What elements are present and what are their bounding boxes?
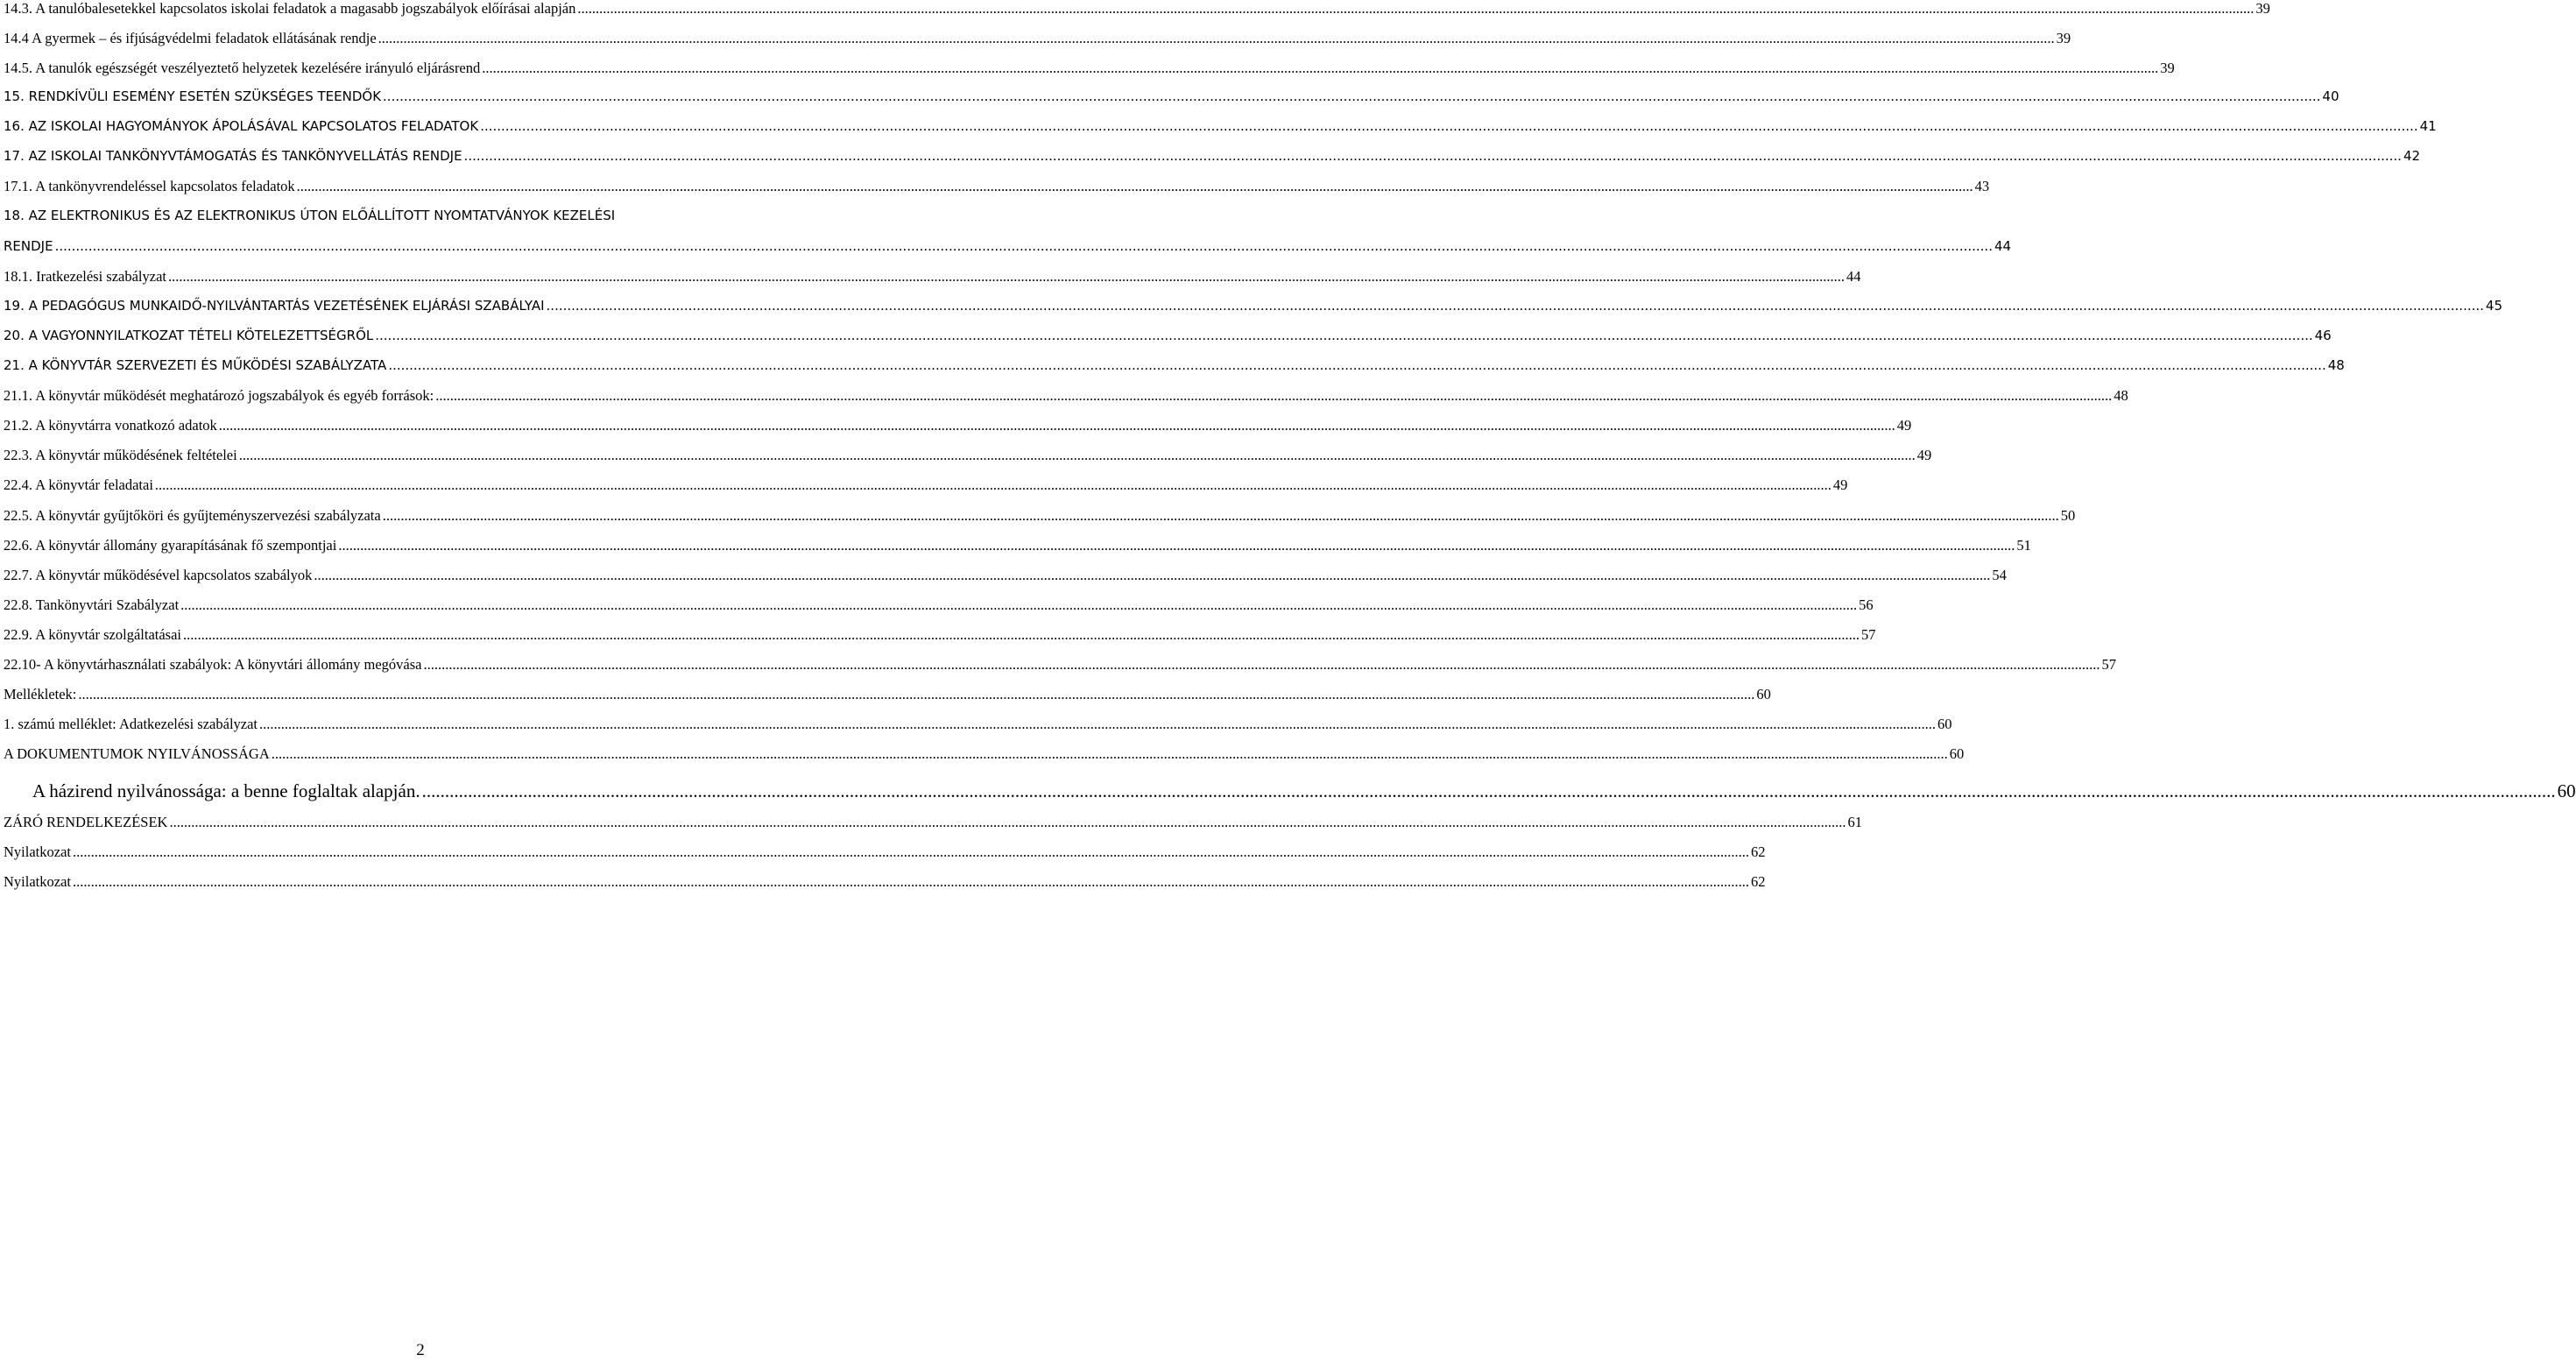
toc-entry-page: 57 (2101, 656, 2116, 673)
toc-entry-page: 49 (1916, 447, 1932, 463)
toc-leader-dots (577, 0, 2254, 18)
toc-entry[interactable] (4, 596, 1874, 614)
toc-entry-page: 54 (1992, 567, 2007, 583)
toc-entry-title: 14.3. A tanulóbalesetekkel kapcsolatos iskolai feladatok a magasabb jogszabályok előírásai alapján (4, 0, 576, 17)
toc-entry-title: 20. A VAGYONNYILATKOZAT TÉTELI KÖTELEZETTSÉGRŐL (4, 328, 374, 343)
toc-entry-page: 39 (2160, 60, 2175, 76)
toc-entry[interactable] (4, 873, 1766, 891)
toc-entry-page: 57 (1861, 626, 1876, 643)
toc-entry-title: 17.1. A tankönyvrendeléssel kapcsolatos feladatok (4, 178, 295, 194)
toc-entry-title: 18.1. Iratkezelési szabályzat (4, 268, 166, 285)
toc-leader-dots (388, 357, 2325, 373)
toc-entry[interactable] (4, 178, 1990, 195)
toc-entry-title: 21. A KÖNYVTÁR SZERVEZETI ÉS MŰKÖDÉSI SZABÁLYZATA (4, 357, 387, 373)
toc-entry-title: A házirend nyilvánossága: a benne foglaltak alapján. (32, 780, 420, 801)
toc-leader-dots (375, 328, 2312, 343)
toc-entry-title: 14.5. A tanulók egészségét veszélyeztető helyzetek kezelésére irányuló eljárásrend (4, 60, 481, 76)
toc-entry[interactable] (4, 626, 1876, 644)
toc-leader-dots (155, 476, 1831, 494)
toc-entry-page: 61 (1847, 814, 1862, 830)
toc-entry-page: 48 (2327, 357, 2345, 373)
toc-entry-title: 22.5. A könyvtár gyűjtőköri és gyűjteményszervezési szabályzata (4, 507, 381, 524)
toc-entry-title: Nyilatkozat (4, 843, 71, 860)
toc-entry-title: 22.3. A könyvtár működésének feltételei (4, 447, 237, 463)
toc-entry-page: 49 (1896, 417, 1912, 434)
toc-entry-page: 60 (1756, 686, 1771, 702)
toc-leader-dots (239, 447, 1916, 464)
toc-entry-page: 48 (2114, 387, 2128, 404)
toc-entry-title: A DOKUMENTUMOK NYILVÁNOSSÁGA (4, 745, 270, 762)
toc-entry[interactable] (4, 843, 1766, 861)
toc-entry[interactable] (4, 30, 2071, 47)
toc-entry-page: 50 (2060, 507, 2076, 524)
toc-entry-page: 60 (1937, 716, 1952, 732)
toc-entry-title: ZÁRÓ RENDELKEZÉSEK (4, 814, 168, 830)
toc-leader-dots (183, 626, 1860, 644)
toc-entry-title: Mellékletek: (4, 686, 77, 702)
toc-leader-dots (219, 417, 1895, 434)
toc-entry-page: 41 (2419, 118, 2437, 134)
toc-entry-title: 22.8. Tankönyvtári Szabályzat (4, 596, 180, 613)
toc-entry[interactable] (4, 298, 2503, 314)
toc-entry[interactable] (4, 387, 2128, 405)
toc-leader-dots (423, 656, 2100, 674)
toc-leader-dots (547, 298, 2484, 314)
toc-leader-dots (55, 238, 1993, 254)
toc-leader-dots (383, 88, 2320, 104)
toc-entry-page: 45 (2485, 298, 2503, 314)
toc-entry-title: 22.6. A könyvtár állomány gyarapításának fő szempontjai (4, 537, 337, 554)
toc-entry[interactable] (4, 268, 1861, 286)
toc-entry-page: 42 (2403, 148, 2421, 164)
toc-entry[interactable] (4, 567, 2007, 584)
toc-entry[interactable] (4, 686, 1771, 703)
toc-entry-page: 56 (1859, 596, 1874, 613)
toc-leader-dots (383, 507, 2059, 525)
toc-entry-page: 39 (2255, 0, 2270, 17)
toc-leader-dots (464, 148, 2402, 164)
toc-entry[interactable] (4, 447, 1932, 464)
toc-entry[interactable] (4, 88, 2340, 104)
toc-entry-page: 44 (1846, 268, 1861, 285)
toc-entry[interactable] (4, 357, 2345, 373)
toc-entry[interactable] (4, 328, 2332, 343)
toc-entry-title: 22.9. A könyvtár szolgáltatásai (4, 626, 182, 643)
toc-entry[interactable] (4, 745, 1965, 763)
toc-entry-page: 49 (1832, 476, 1848, 493)
toc-entry-title: 22.7. A könyvtár működésével kapcsolatos szabályok (4, 567, 313, 583)
toc-leader-dots (73, 843, 1749, 861)
toc-leader-dots (422, 780, 2556, 802)
toc-entry[interactable] (4, 507, 2076, 525)
toc-leader-dots (180, 596, 1857, 614)
toc-leader-dots (378, 30, 2055, 47)
toc-entry-page: 43 (1974, 178, 1990, 194)
toc-entry[interactable] (4, 537, 2031, 554)
toc-entry-title: 14.4 A gyermek – és ifjúságvédelmi feladatok ellátásának rendje (4, 30, 377, 46)
toc-entry-page: 60 (1949, 745, 1965, 762)
toc-entry-page: 62 (1750, 873, 1766, 890)
toc-entry-title: 19. A PEDAGÓGUS MUNKAIDŐ-NYILVÁNTARTÁS VEZETÉSÉNEK ELJÁRÁSI SZABÁLYAI (4, 298, 545, 314)
toc-entry-page: 62 (1750, 843, 1766, 860)
toc-entry[interactable] (4, 148, 2421, 164)
toc-entry-page: 40 (2322, 88, 2340, 104)
toc-leader-dots (435, 387, 2112, 405)
toc-entry[interactable] (4, 716, 1952, 733)
toc-leader-dots (169, 814, 1846, 831)
toc-leader-dots (482, 60, 2158, 77)
toc-entry-page: 44 (1994, 238, 2012, 254)
toc-entry[interactable] (32, 780, 2576, 802)
toc-leader-dots (297, 178, 1973, 195)
toc-leader-dots (168, 268, 1845, 286)
toc-entry-title: 1. számú melléklet: Adatkezelési szabályzat (4, 716, 258, 732)
toc-entry-wrapped-first-line[interactable]: 18. AZ ELEKTRONIKUS ÉS AZ ELEKTRONIKUS ÚTON ELŐÁLLÍTOTT NYOMTATVÁNYOK KEZELÉSI (4, 208, 616, 223)
toc-leader-dots (259, 716, 1936, 733)
toc-entry-page: 60 (2557, 780, 2576, 801)
toc-entry-title: 16. AZ ISKOLAI HAGYOMÁNYOK ÁPOLÁSÁVAL KAPCSOLATOS FELADATOK (4, 118, 479, 134)
toc-entry-title: 22.4. A könyvtár feladatai (4, 476, 153, 493)
toc-entry-title: 15. RENDKÍVÜLI ESEMÉNY ESETÉN SZÜKSÉGES TEENDŐK (4, 88, 382, 104)
toc-entry[interactable] (4, 0, 2270, 18)
toc-entry-title: 17. AZ ISKOLAI TANKÖNYVTÁMOGATÁS ÉS TANKÖNYVELLÁTÁS RENDJE (4, 148, 462, 164)
toc-leader-dots (73, 873, 1749, 891)
toc-entry-title: 21.2. A könyvtárra vonatkozó adatok (4, 417, 217, 434)
toc-entry-title: 22.10- A könyvtárhasználati szabályok: A könyvtári állomány megóvása (4, 656, 422, 673)
toc-entry-title: 21.1. A könyvtár működését meghatározó jogszabályok és egyéb források: (4, 387, 434, 404)
page-number: 2 (416, 1341, 425, 1359)
toc-entry[interactable] (4, 60, 2175, 77)
toc-entry-page: 39 (2056, 30, 2071, 46)
toc-entry[interactable] (4, 814, 1862, 831)
toc-entry-title: Nyilatkozat (4, 873, 71, 890)
toc-leader-dots (480, 118, 2417, 134)
toc-entry[interactable] (4, 417, 1912, 434)
toc-entry[interactable] (4, 476, 1848, 494)
toc-entry[interactable] (4, 656, 2116, 674)
toc-leader-dots (314, 567, 1990, 584)
toc-leader-dots (338, 537, 2015, 554)
toc-entry-page: 46 (2314, 328, 2332, 343)
toc-leader-dots (272, 745, 1948, 763)
toc-leader-dots (78, 686, 1754, 703)
toc-entry-page: 51 (2016, 537, 2031, 554)
toc-entry-title: RENDJE (4, 238, 53, 254)
toc-entry[interactable] (4, 238, 2012, 254)
toc-entry[interactable] (4, 118, 2437, 134)
